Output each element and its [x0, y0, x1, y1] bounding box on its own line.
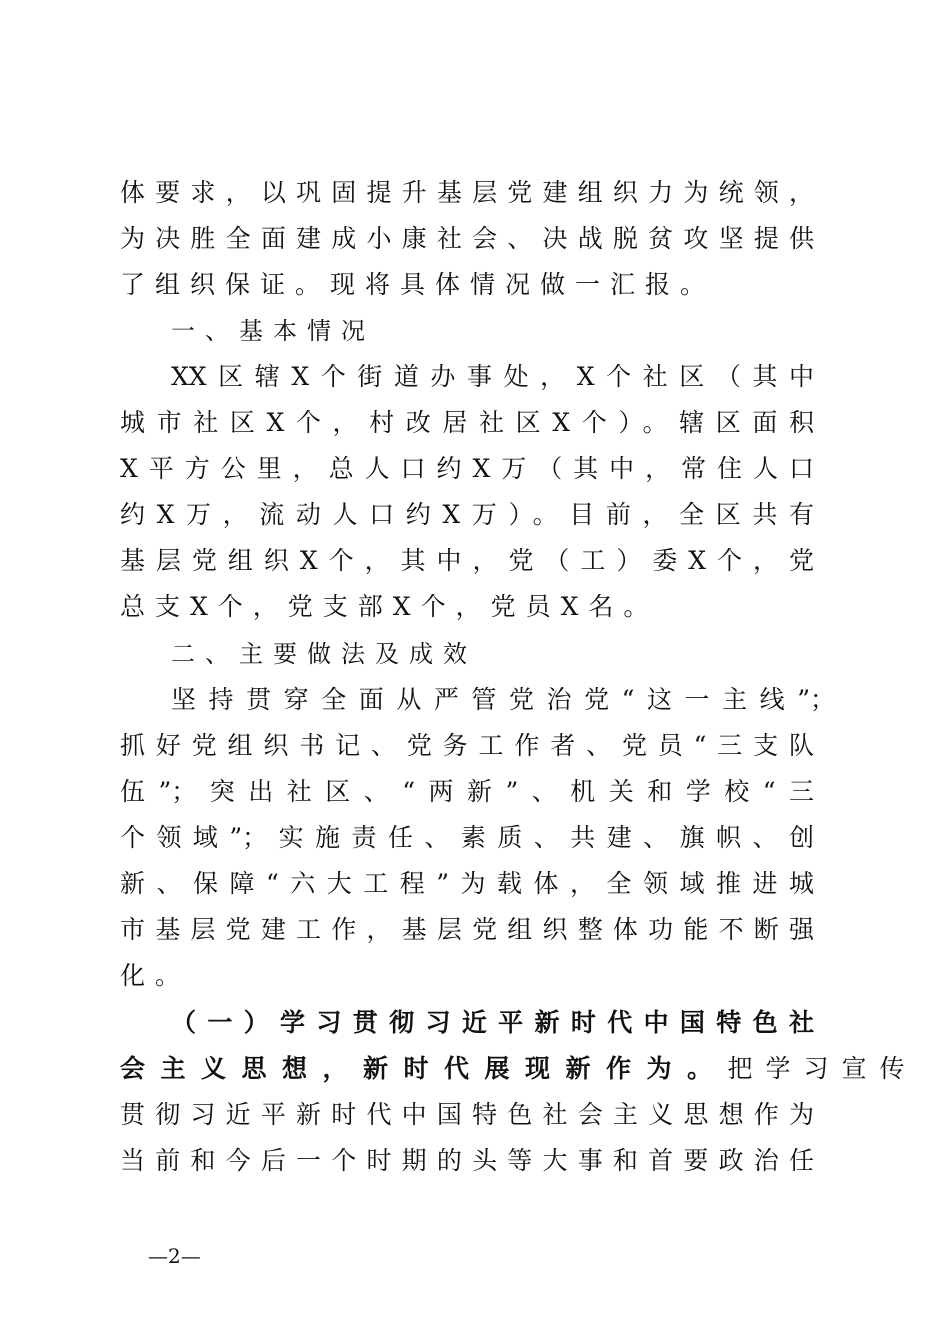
body-line-22: 当前和今后一个时期的头等大事和首要政治任 [120, 1146, 814, 1175]
body-line-3: 了组织保证。现将具体情况做一汇报。 [120, 270, 716, 299]
body-line-6: 城市社区X个，村改居社区X个）。辖区面积 [120, 408, 814, 437]
body-line-10: 总支X个，党支部X个，党员X名。 [120, 592, 659, 621]
subsection-heading-1: （一）学习贯彻习近平新时代中国特色社 [171, 1008, 814, 1037]
body-line-20 [120, 1046, 918, 1092]
body-line-1: 体要求，以巩固提升基层党建组织力为统领， [120, 178, 814, 207]
body-line-2: 为决胜全面建成小康社会、决战脱贫攻坚提供 [120, 224, 814, 253]
section-heading-2: 二、主要做法及成效 [171, 640, 477, 668]
section-heading-1: 一、基本情况 [171, 317, 375, 345]
body-line-16: 新、保障“六大工程”为载体，全领域推进城 [120, 869, 814, 898]
body-line-20-text: 把学习宣传 [727, 1054, 918, 1083]
body-line-12: 坚持贯穿全面从严管党治党“这一主线”； [171, 685, 835, 714]
body-line-7: X平方公里，总人口约X万（其中，常住人口 [120, 454, 814, 483]
body-line-8: 约X万，流动人口约X万）。目前，全区共有 [120, 500, 814, 529]
body-line-5: XX区辖X个街道办事处，X个社区（其中 [171, 362, 814, 391]
body-line-17: 市基层党建工作，基层党组织整体功能不断强 [120, 915, 814, 944]
body-line-18: 化。 [120, 961, 191, 990]
body-line-15: 个领域”；实施责任、素质、共建、旗帜、创 [120, 823, 814, 852]
subsection-heading-1-cont: 会主义思想，新时代展现新作为。 [120, 1054, 728, 1083]
body-line-13: 抓好党组织书记、党务工作者、党员“三支队 [120, 731, 814, 760]
body-line-14: 伍”；突出社区、“两新”、机关和学校“三 [120, 777, 814, 806]
body-line-9: 基层党组织X个，其中，党（工）委X个，党 [120, 546, 814, 575]
page-number: —2— [148, 1244, 201, 1268]
body-line-21: 贯彻习近平新时代中国特色社会主义思想作为 [120, 1100, 814, 1129]
